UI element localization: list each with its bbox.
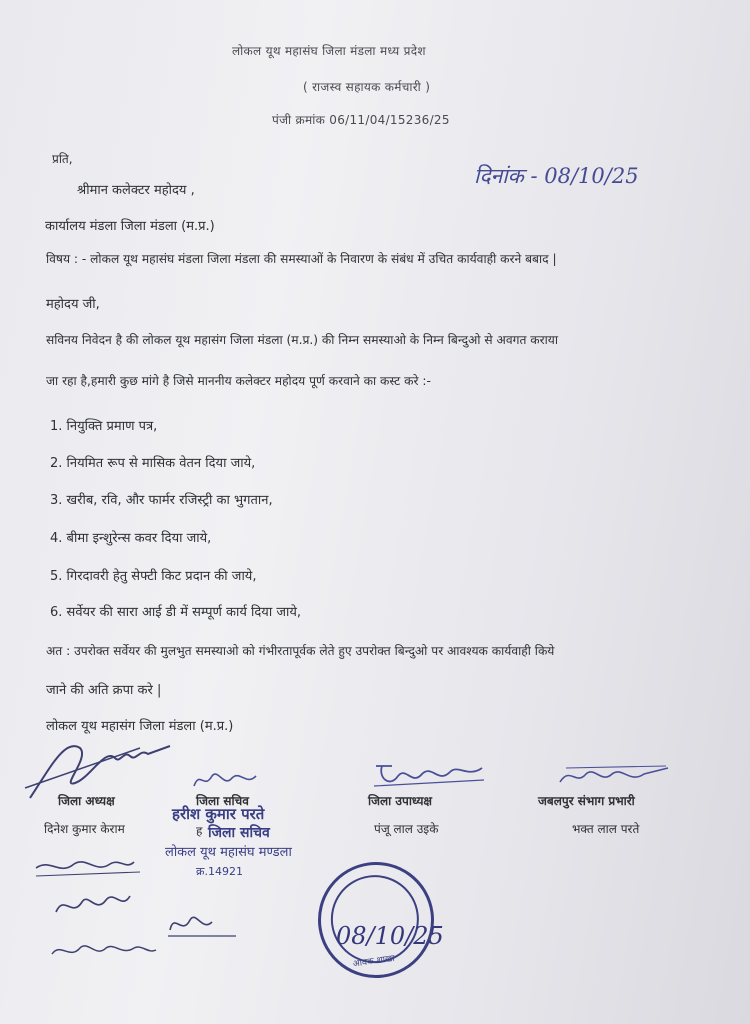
signatory-title: जबलपुर संभाग प्रभारी: [538, 794, 635, 808]
salutation: महोदय जी,: [46, 297, 100, 312]
closing-line-2: जाने की अति क्रपा करे |: [46, 683, 162, 698]
seal-handwritten-date: 08/10/25: [336, 922, 444, 950]
secretary-stamp-name: हरीश कुमार परते: [172, 805, 265, 823]
org-heading: लोकल यूथ महासंघ जिला मंडला मध्य प्रदेश: [232, 44, 426, 58]
signatory-name: पंजू लाल उइके: [374, 822, 439, 836]
point-item: 3. खरीब, रवि, और फार्मर रजिस्ट्री का भुगतान,: [50, 493, 273, 508]
registration-number: पंजी क्रमांक 06/11/04/15236/25: [272, 113, 450, 127]
org-subheading: ( राजस्व सहायक कर्मचारी ): [303, 80, 431, 94]
handwritten-date: दिनांक - 08/10/25: [474, 164, 639, 188]
sender-line: लोकल यूथ महासंग जिला मंडला (म.प्र.): [46, 719, 234, 734]
signatory-title: जिला उपाध्यक्ष: [368, 794, 433, 808]
point-item: 2. नियमित रूप से मासिक वेतन दिया जाये,: [50, 456, 256, 471]
subject-line: विषय : - लोकल यूथ महासंघ मंडला जिला मंडला की समस्याओं के निवारण के संबंध में उचित कार्यवाही करने बबाद |: [46, 252, 557, 266]
secretary-stamp-number: क्र.14921: [196, 865, 243, 878]
additional-signatures: [30, 856, 170, 976]
signatory-title: जिला सचिव: [196, 794, 249, 808]
divisional-incharge-signature: [556, 762, 676, 792]
body-line-2: जा रहा है,हमारी कुछ मांगे है जिसे माननीय कलेक्टर महोदय पूर्ण करवाने का कस्ट करे :-: [46, 374, 431, 388]
point-item: 4. बीमा इन्शुरेन्स कवर दिया जाये,: [50, 531, 212, 546]
seal-label: आवक शाखा: [352, 953, 396, 970]
received-seal: [310, 854, 441, 985]
point-item: 1. नियुक्ति प्रमाण पत्र,: [50, 419, 158, 434]
point-item: 5. गिरदावरी हेतु सेफ्टी किट प्रदान की जाये,: [50, 569, 257, 584]
body-line-1: सविनय निवेदन है की लोकल यूथ महासंग जिला मंडला (म.प्र.) की निम्न समस्याओ के निम्न बिन्दुओ से अवगत कराया: [46, 333, 559, 347]
witness-signature: [166, 906, 246, 946]
addressee: श्रीमान कलेक्टर महोदय ,: [77, 183, 195, 198]
signatory-name: भक्त लाल परते: [572, 822, 640, 836]
signatory-name: दिनेश कुमार केराम: [44, 822, 125, 836]
closing-line-1: अत : उपरोक्त सर्वेयर की मुलभुत समस्याओ को गंभीरतापूर्वक लेते हुए उपरोक्त बिन्दुओ पर आवश्यक कार्यवाही किये: [46, 644, 555, 658]
signatory-title: जिला अध्यक्ष: [58, 794, 115, 808]
point-item: 6. सर्वेयर की सारा आई डी में सम्पूर्ण कार्य दिया जाये,: [50, 605, 302, 620]
signatory-name: ह: [196, 824, 203, 838]
prati-label: प्रति,: [52, 152, 73, 166]
office-address: कार्यालय मंडला जिला मंडला (म.प्र.): [45, 219, 215, 234]
secretary-stamp-title: जिला सचिव: [208, 825, 270, 841]
secretary-stamp-org: लोकल यूथ महासंघ मण्डला: [165, 845, 292, 860]
